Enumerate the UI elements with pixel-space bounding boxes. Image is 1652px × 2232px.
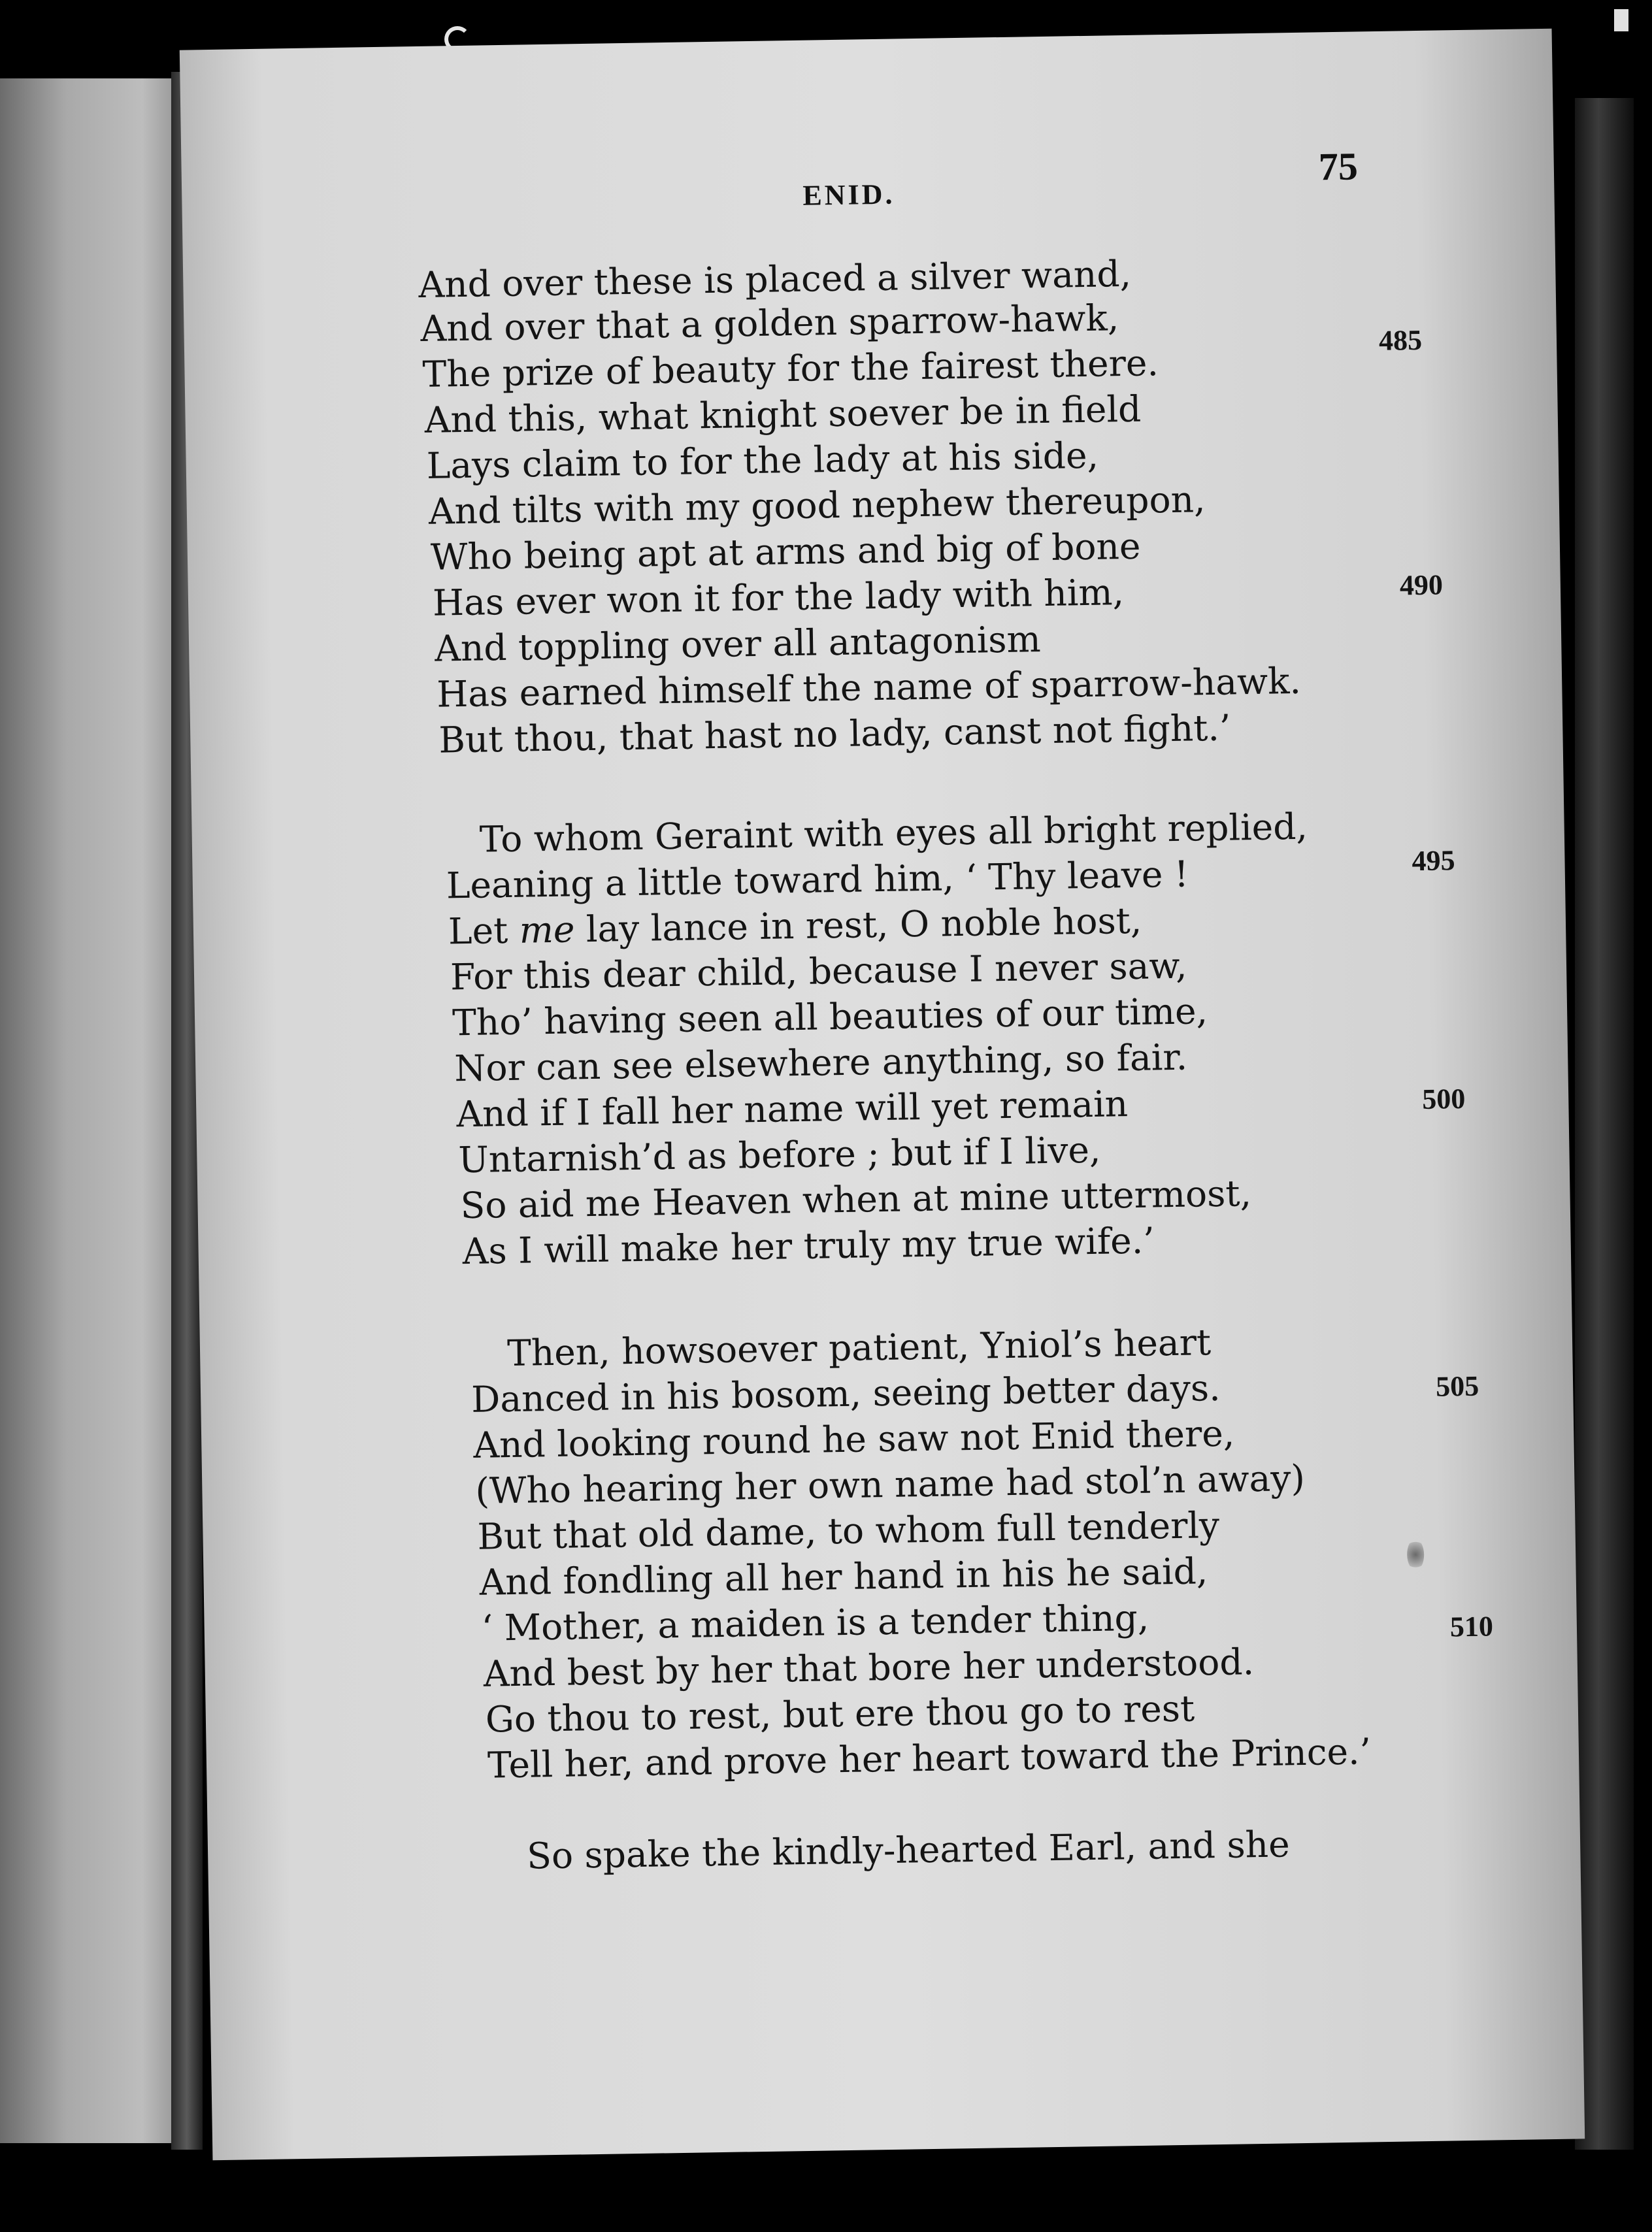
line-number: 500 [1421, 1082, 1466, 1116]
verse-line: To whom Geraint with eyes all bright replied, [479, 805, 1308, 861]
paper-stain [1407, 1539, 1425, 1570]
verse-line: And fondling all her hand in his he said, [479, 1550, 1208, 1603]
verse-line: Tell her, and prove her heart toward the Prince.’ [487, 1730, 1372, 1786]
verse-line: But thou, that hast no lady, canst not fight.’ [438, 706, 1231, 761]
verse-line: Lays claim to for the lady at his side, [426, 434, 1099, 487]
verse-line: And over these is placed a silver wand, [418, 252, 1132, 306]
line-number: 495 [1412, 844, 1455, 878]
verse-line: Untarnish’d as before ; but if I live, [457, 1128, 1101, 1181]
verse-line: So aid me Heaven when at mine uttermost, [460, 1172, 1252, 1227]
line-number: 485 [1378, 323, 1423, 357]
verse-line: (Who hearing her own name had stol’n away) [474, 1456, 1306, 1512]
verse-line: Danced in his bosom, seeing better days. [471, 1366, 1221, 1420]
running-head: ENID. [802, 178, 895, 212]
line-number: 505 [1435, 1370, 1479, 1403]
verse-line: As I will make her truly my true wife.’ [462, 1219, 1155, 1273]
line-number: 490 [1399, 568, 1444, 602]
book-page [180, 29, 1585, 2161]
verse-line: So spake the kindly-hearted Earl, and she [526, 1823, 1291, 1877]
verse-line: And if I fall her name will yet remain [455, 1083, 1129, 1136]
verse-line: Let me lay lance in rest, O noble host, [448, 899, 1142, 953]
verse-line: Has ever won it for the lady with him, [432, 571, 1125, 624]
verse-line: Go thou to rest, but ere thou go to rest [485, 1687, 1195, 1741]
verse-line: The prize of beauty for the fairest there. [422, 342, 1159, 395]
verse-line: ‘ Mother, a maiden is a tender thing, [481, 1596, 1149, 1649]
page-edge-shadow [1575, 98, 1634, 2150]
page-number: 75 [1318, 144, 1359, 189]
verse-line: And tilts with my good nephew thereupon, [428, 478, 1206, 533]
verse-line: Nor can see elsewhere anything, so fair. [454, 1036, 1188, 1090]
scan-artifact-mark [1614, 9, 1628, 31]
line-number: 510 [1449, 1610, 1494, 1643]
verse-line: Leaning a little toward him, ‘ Thy leave ! [446, 853, 1189, 907]
verse-line: And this, what knight soever be in field [424, 387, 1142, 441]
verse-line: And toppling over all antagonism [434, 618, 1042, 670]
facing-page [0, 78, 190, 2143]
verse-line: Who being apt at arms and big of bone [430, 525, 1141, 578]
verse-line: Then, howsoever patient, Yniol’s heart [506, 1321, 1212, 1375]
verse-line: Has earned himself the name of sparrow-hawk. [436, 659, 1302, 715]
verse-line: But that old dame, to whom full tenderly [477, 1503, 1220, 1558]
verse-line: And over that a golden sparrow-hawk, [420, 297, 1119, 350]
verse-line: And best by her that bore her understood. [483, 1641, 1255, 1695]
verse-line: And looking round he saw not Enid there, [472, 1412, 1235, 1466]
verse-line: Tho’ having seen all beauties of our time, [452, 990, 1208, 1044]
verse-line: For this dear child, because I never saw, [450, 944, 1187, 998]
